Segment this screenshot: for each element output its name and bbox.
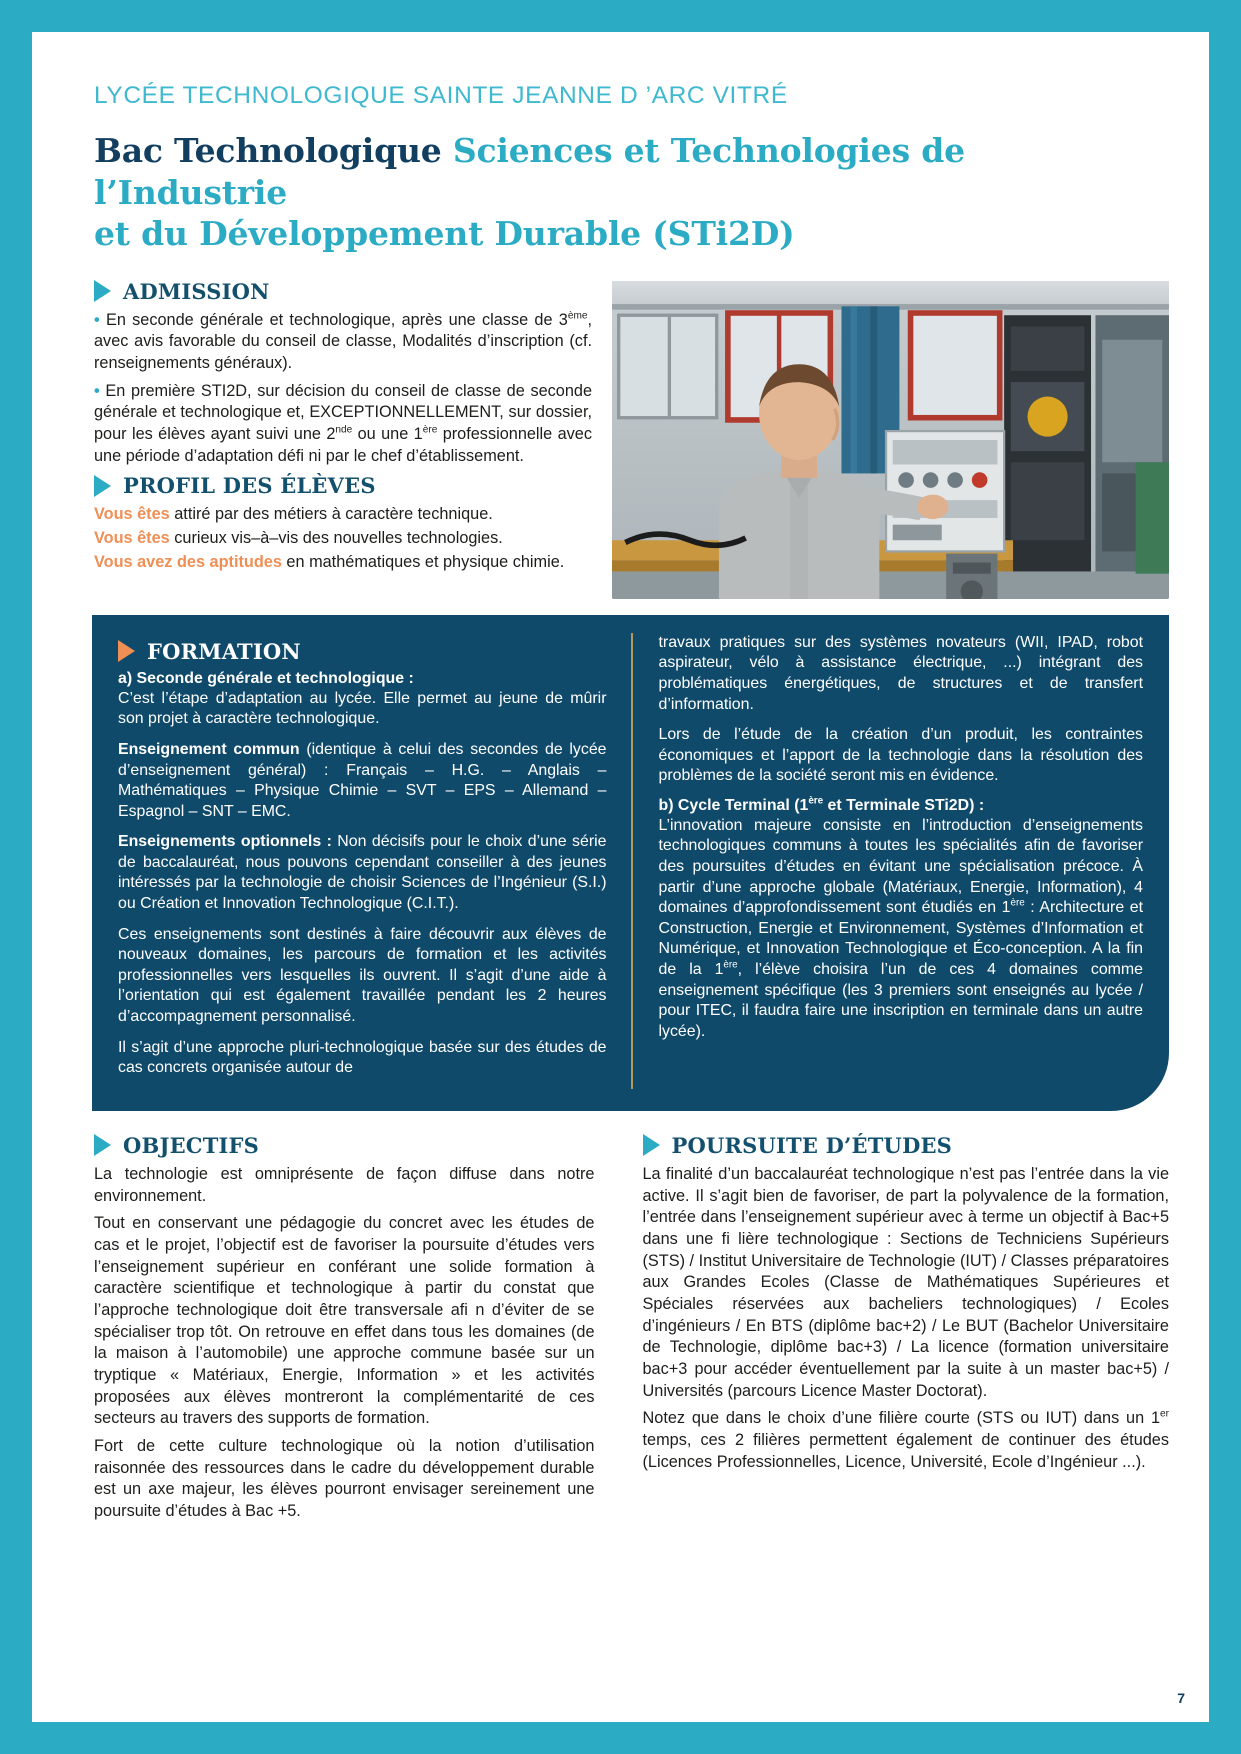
formation-a-p3-bold: Enseignements optionnels : — [118, 833, 332, 851]
formation-a-p2-rest: (identique à celui des secondes de lycée d’enseignement général) : Français – H.G. – Anglais – Mathématiques – Physique Chimie – SVT – EPS – Allemand – Espagnol – SNT – EMC. — [118, 740, 607, 820]
formation-right-column — [631, 633, 1144, 1089]
page-title-teal-line2: et du Développement Durable (STi2D) — [94, 214, 795, 254]
objectifs-heading — [94, 1133, 595, 1158]
formation-left-column — [118, 633, 631, 1089]
admission-bullet-1 — [94, 310, 592, 375]
profil-line-3 — [94, 552, 592, 574]
admission-bullet-2-part1: En première STI2D, sur décision du conseil de classe de seconde générale et technologique et, EXCEPTIONNELLEMENT, sur dossier, pour les élèves ayant suivi une 2 — [94, 381, 593, 444]
objectifs-p1: La technologie est omniprésente de façon diffuse dans notre environnement. — [94, 1164, 595, 1205]
formation-a-p5: Il s’agit d’une approche pluri-technologique basée sur des études de cas concrets organisée autour de — [118, 1038, 607, 1077]
formation-a-heading: a) Seconde générale et technologique : — [118, 669, 414, 687]
top-left-column — [72, 273, 592, 599]
page-sheet — [32, 32, 1209, 1722]
admission-bullet-2-sup2: ère — [422, 424, 438, 436]
objectifs-heading-label: OBJECTIFS — [123, 1132, 260, 1158]
formation-r-p1: travaux pratiques sur des systèmes novateurs (WII, IPAD, robot aspirateur, vélo à assistance électrique, ...) intégrant des problématiques énergétiques, de structures et de transfert d’information. — [658, 633, 1143, 713]
profil-heading — [94, 473, 592, 498]
formation-a-p1: C’est l’étape d’adaptation au lycée. Elle permet au jeune de mûrir son projet à caractère technologique. — [118, 689, 607, 728]
triangle-bullet-icon — [94, 280, 111, 302]
formation-b-p1-part3: , l’élève choisira l’un de ces 4 domaines comme enseignement spécifique (les 3 premiers sont enseignés au lycée / pour ITEC, il faudra faire une inscription en terminale dans un autre lycée). — [658, 961, 1143, 1040]
admission-heading-label: ADMISSION — [123, 278, 270, 304]
objectifs-p3: Fort de cette culture technologique où la notion d’utilisation raisonnée des ressources dans le cadre du développement durable est un axe majeur, les élèves pourront envisager sereinement une poursuite d’études à Bac +5. — [94, 1436, 595, 1520]
formation-a-p4: Ces enseignements sont destinés à faire découvrir aux élèves de nouveaux domaines, les parcours de formation et les activités professionnelles vers lesquelles ils ouvrent. Il s’agit d’une aide à l’orientation qui est également travaillée pendant les 2 heures d’accompagnement personnalisé. — [118, 925, 607, 1026]
poursuite-p1: La finalité d’un baccalauréat technologique n’est pas l’entrée dans la vie active. Il s’agit bien de favoriser, de part la polyvalence de la formation, l’entrée dans l’enseignement supérieur avec à terme un objectif à Bac+5 dans une fi lière technologique : Sections de Techniciens Supérieurs (STS) / Institut Universitaire de Technologie (IUT) / Classes préparatoires aux Grandes Ecoles (Classe de Mathématiques Supérieures et Spéciales réservées aux bacheliers technologiques) / Ecoles d’ingénieurs / En BTS (diplôme bac+2) / Le BUT (Bachelor Universitaire de Technologie, diplôme bac+3) / La licence (formation universitaire bac+3 pour accéder éventuellement par la suite à un master bac+5) / Universités (parcours Licence Master Doctorat). — [642, 1164, 1169, 1400]
formation-heading-label: FORMATION — [147, 638, 301, 664]
poursuite-column — [621, 1127, 1170, 1529]
formation-b-heading-post: et Terminale STi2D) : — [823, 796, 985, 814]
formation-a-p2 — [118, 740, 607, 822]
objectifs-p2: Tout en conservant une pédagogie du concret avec les études de cas et le projet, l’objectif est de favoriser la poursuite d’études vers l’enseignement supérieur en conférant une solide formation à caractère scientifique et technologique à partir du constat que l’approche technologique doit être transversale afi n d’éviter de se spécialiser trop tôt. On retrouve en effet dans tous les domaines (de la maison à l’automobile) une approche commune basée sur un tryptique « Matériaux, Energie, Information » et les activités proposées aux élèves montreront la complémentarité de ces secteurs au travers des supports de formation. — [94, 1214, 595, 1428]
bullet-dot-icon: • — [94, 381, 100, 400]
profil-line-3-rest: en mathématiques et physique chimie. — [281, 552, 565, 571]
admission-heading — [94, 279, 592, 304]
profil-line-1 — [94, 504, 592, 526]
triangle-bullet-icon — [118, 640, 135, 662]
formation-a-p3 — [118, 832, 607, 914]
page-title-dark: Bac Technologique — [94, 131, 453, 170]
profil-line-3-bold: Vous avez des aptitudes — [94, 552, 282, 571]
poursuite-p2-part2: temps, ces 2 filières permettent également de continuer des études (Licences Professionnelles, Licence, Université, Ecole d’Ingénieur ...). — [642, 1430, 1169, 1471]
triangle-bullet-icon — [94, 475, 111, 497]
school-kicker: LYCÉE TECHNOLOGIQUE SAINTE JEANNE D ’ARC VITRÉ — [94, 82, 788, 109]
formation-r-p2: Lors de l’étude de la création d’un produit, les contraintes économiques et l’apport de la technologie dans la résolution des problèmes de la société seront mis en évidence. — [658, 726, 1143, 785]
formation-a-p2-bold: Enseignement commun — [118, 740, 300, 758]
admission-bullet-1-post: , avec avis favorable du conseil de classe, Modalités d’inscription (cf. renseignements généraux). — [94, 310, 592, 373]
profil-line-2 — [94, 528, 592, 550]
poursuite-p2-sup: er — [1160, 1408, 1169, 1420]
formation-heading — [118, 639, 607, 664]
admission-bullet-2 — [94, 381, 592, 468]
poursuite-p2-part1: Notez que dans le choix d’une filière courte (STS ou IUT) dans un 1 — [642, 1409, 1161, 1428]
page-title — [94, 130, 1169, 255]
admission-bullet-1-pre: En seconde générale et technologique, après une classe de 3 — [105, 310, 568, 329]
formation-b-heading-pre: b) Cycle Terminal (1 — [658, 796, 809, 814]
profil-line-1-rest: attiré par des métiers à caractère technique. — [169, 505, 493, 524]
formation-b-p1-sup2: ère — [723, 959, 738, 971]
formation-b-p1-part1: L’innovation majeure consiste en l’introduction d’enseignements technologiques communs à toutes les spécialités afin de favoriser des poursuites d’études en évitant une spécialisation précoce. À partir d’une approche globale (Matériaux, Energie, Information), 4 domaines d’approfondissement sont étudiés en 1 — [658, 816, 1143, 917]
formation-b-p1-sup1: ère — [1010, 897, 1025, 909]
formation-a-p3-rest: Non décisifs pour le choix d’une série de baccalauréat, nous pouvons cependant conseiller à des jeunes intéressés par la technologie de choisir Sciences de l’Ingénieur (S.I.) ou Création et Innovation Technologique (C.I.T.). — [118, 833, 607, 913]
admission-bullet-2-sup1: nde — [335, 424, 353, 436]
poursuite-p2 — [643, 1408, 1170, 1473]
page-number: 7 — [1177, 1690, 1185, 1706]
admission-bullet-2-part3: professionnelle avec une période d’adaptation défi ni par le chef d’établissement. — [94, 425, 592, 465]
poursuite-heading — [643, 1133, 1170, 1158]
formation-b-heading — [659, 797, 1144, 815]
admission-bullet-1-sup: ème — [567, 310, 588, 322]
triangle-bullet-icon — [94, 1134, 111, 1156]
bottom-section — [72, 1127, 1169, 1529]
profil-line-2-bold: Vous êtes — [94, 529, 170, 548]
objectifs-column — [72, 1127, 621, 1529]
bullet-dot-icon: • — [94, 310, 100, 329]
formation-panel — [92, 615, 1169, 1111]
formation-b-heading-sup: ère — [808, 795, 824, 807]
page-title-teal-line1: Sciences et Technologies de l’Industrie — [94, 131, 965, 212]
profil-line-1-bold: Vous êtes — [94, 505, 170, 524]
profil-line-2-rest: curieux vis–à–vis des nouvelles technologies. — [169, 529, 503, 548]
top-right-column — [592, 273, 1169, 599]
formation-b-p1 — [659, 816, 1144, 1043]
profil-heading-label: PROFIL DES ÉLÈVES — [123, 473, 376, 499]
classroom-photo-illustration — [612, 281, 1169, 599]
top-section — [72, 273, 1169, 599]
poursuite-heading-label: POURSUITE D’ÉTUDES — [671, 1132, 953, 1158]
classroom-photo — [612, 281, 1169, 599]
formation-b-p1-part2: : Architecture et Construction, Energie et Environnement, Systèmes d’Information et Numérique, et Innovation Technologique et Éco-conception. A la fin de la 1 — [658, 899, 1143, 979]
triangle-bullet-icon — [643, 1134, 660, 1156]
admission-bullet-2-part2: ou une 1 — [352, 425, 423, 444]
